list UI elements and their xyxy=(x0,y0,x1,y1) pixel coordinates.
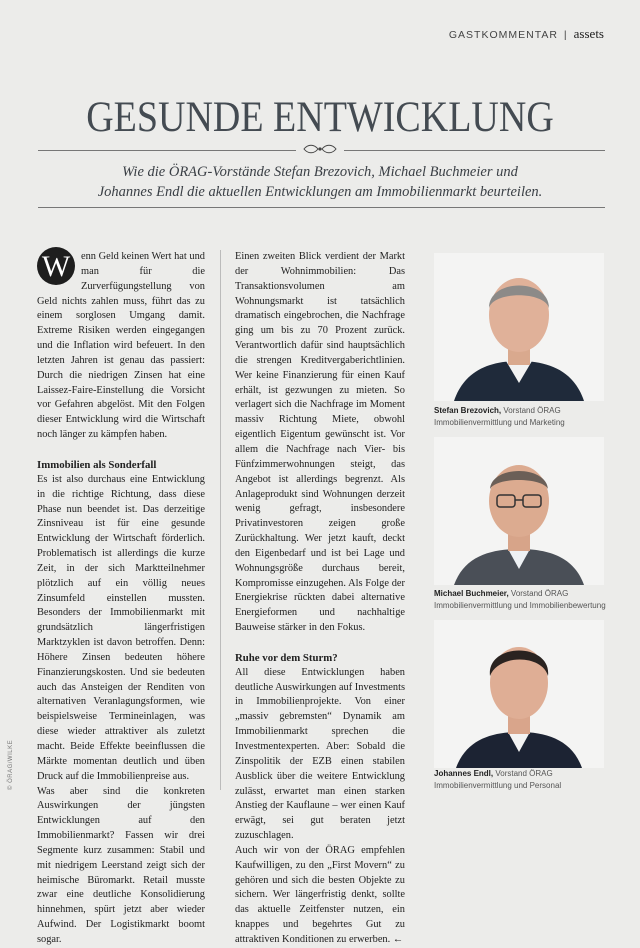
text-column-1 xyxy=(37,250,205,948)
subtitle-line-1: Wie die ÖRAG-Vorstände Stefan Brezovich, Michael Buchmeier und xyxy=(122,164,518,180)
paragraph: Es ist also durchaus eine Entwicklung in die richtige Richtung, dass diese Phase nun beendet ist. Das derzeitige Zinsniveau ist für eine gesunde Entwicklung der Wirtschaft förderlich. Problematisch ist allerdings die kurze Zeit, in der sich Marktteilnehmer plötzlich auf ein völlig neues Zinsumfeld einstellen mussten. Besonders der Immobilienmarkt mit grundsätzlich längerfristigen Marktzyklen ist davon betroffen. Denn: Höhere Zinsen bedeuten höhere Finanzierungskosten. Und sie bedeuten auch das Ansteigen der Renditen von alternativen Veranlagungsformen, wie beispielsweise Termineinlagen, was diese wieder attraktiver als zuletzt macht. Beide Effekte beeinflussen die Märkte momentan deutlich und üben Druck auf die Immobilienpreise aus. xyxy=(37,473,205,782)
section-heading: Immobilien als Sonderfall xyxy=(37,458,157,471)
section-heading: Ruhe vor dem Sturm? xyxy=(235,651,338,664)
subtitle-line-2: Johannes Endl die aktuellen Entwicklungen am Immobilienmarkt beurteilen. xyxy=(97,184,543,200)
text-column-2 xyxy=(235,250,405,948)
subtitle-rule-bottom xyxy=(38,207,605,208)
person-role: Vorstand ÖRAG xyxy=(493,769,553,778)
portrait-caption xyxy=(434,588,609,612)
article-subtitle xyxy=(60,162,580,202)
paragraph: enn Geld keinen Wert hat und man für die Zurverfügungstellung von Geld nichts zahlen muss, führt das zu einem sorglosen Umgang damit. Extreme Risiken werden eingegangen und die Inflation wird befeuert. In den letzten Jahren ist genau das passiert: Durch die niedrigen Zinsen hat eine Laissez-Faire-Einstellung die Vorsicht vor Gefahren abgelöst. Mit den Folgen dieser Entwicklung wird die Wirtschaft noch länger zu kämpfen haben. xyxy=(37,251,205,441)
portrait-photo xyxy=(434,437,604,585)
article-title: GESUNDE ENTWICKLUNG xyxy=(86,93,554,142)
paragraph: Einen zweiten Blick verdient der Markt der Wohnimmobilien: Das Transaktionsvolumen am Wohnungsmarkt ist tatsächlich dramatisch eingebrochen, die Nachfrage ging um bis zu 70 Prozent zurück. Verantwortlich dafür sind hauptsächlich die strengen Kreditvergaberichtlinien. Wer keine Finanzierung für einen Kauf erhält, ist gezwungen zu mieten. So verlagert sich die Nachfrage im Moment massiv Richtung Miete, obwohl eigentlich Eigentum gewünscht ist. Vor allem die Nachfrage nach Vier- bis Fünfzimmerwohnungen steigt, das Angebot ist allerdings begrenzt. Als Anlageprodukt sind Wohnungen derzeit wenig gefragt, insbesondere Privatinvestoren zeigen große Zurückhaltung. Wer jetzt kauft, deckt den Eigenbedarf und ist bei Lage und Wohnungsgröße durchaus bereit, Kompromisse einzugehen. Als Folge der Energiekrise rückten dabei alternative Energieformen und nachhaltige Bauweise stärker in den Fokus. xyxy=(235,251,405,634)
person-role: Vorstand ÖRAG xyxy=(508,589,569,598)
ornament-icon xyxy=(296,142,344,158)
portrait-caption xyxy=(434,768,609,792)
paragraph: Auch wir von der ÖRAG empfehlen Kaufwilligen, zu den „First Movern“ zu gehören und sich die besten Objekte zu sichern. Wer längerfristig denkt, sollte das aktuelle Zeitfenster nutzen, ein knappes und begehrtes Gut zu attraktiven Konditionen zu erwerben. ← xyxy=(235,844,405,945)
paragraph: Was aber sind die konkreten Auswirkungen der jüngsten Entwicklungen auf den Immobilienmarkt? Fassen wir drei Segmente kurz zusammen: Stabil und mit niedrigem Leerstand zeigt sich der heimische Büromarkt. Retail musste zwar eine deutliche Konsolidierung hinnehmen, spürt jetzt aber wieder Aufwind. Der Logistikmarkt boomt sogar. xyxy=(37,785,205,945)
header-separator: | xyxy=(563,29,568,41)
section-label: GASTKOMMENTAR xyxy=(448,29,558,41)
portrait-photo xyxy=(434,620,604,768)
person-role: Vorstand ÖRAG xyxy=(501,406,561,415)
portrait-caption xyxy=(434,405,609,429)
person-department: Immobilienvermittlung und Immobilienbewertung xyxy=(434,601,606,610)
section-header xyxy=(449,26,604,42)
person-department: Immobilienvermittlung und Personal xyxy=(434,781,562,790)
paragraph: All diese Entwicklungen haben deutliche Auswirkungen auf Investments in Immobilienprojekte. Von einer „massiv gebremsten“ Dynamik am Immobilienmarkt sprechen die Investmentexperten. Aber: Sobald die Zinspolitik der EZB einen stabilen Ausblick über die weitere Entwicklung zulässt, erwartet man einen starken Anstieg der Kauflaune – wer einen Kauf erwägt, sei gut beraten jetzt zuzuschlagen. xyxy=(235,666,405,842)
photo-copyright: © ÖRAG/WILKE xyxy=(8,739,14,790)
person-name: Johannes Endl, xyxy=(434,769,494,778)
portrait-photo xyxy=(434,253,604,401)
person-name: Michael Buchmeier, xyxy=(434,589,509,598)
person-department: Immobilienvermittlung und Marketing xyxy=(434,418,565,427)
column-divider xyxy=(220,250,221,790)
drop-cap: W xyxy=(37,247,75,285)
brand-label: assets xyxy=(573,26,604,41)
person-name: Stefan Brezovich, xyxy=(434,406,502,415)
